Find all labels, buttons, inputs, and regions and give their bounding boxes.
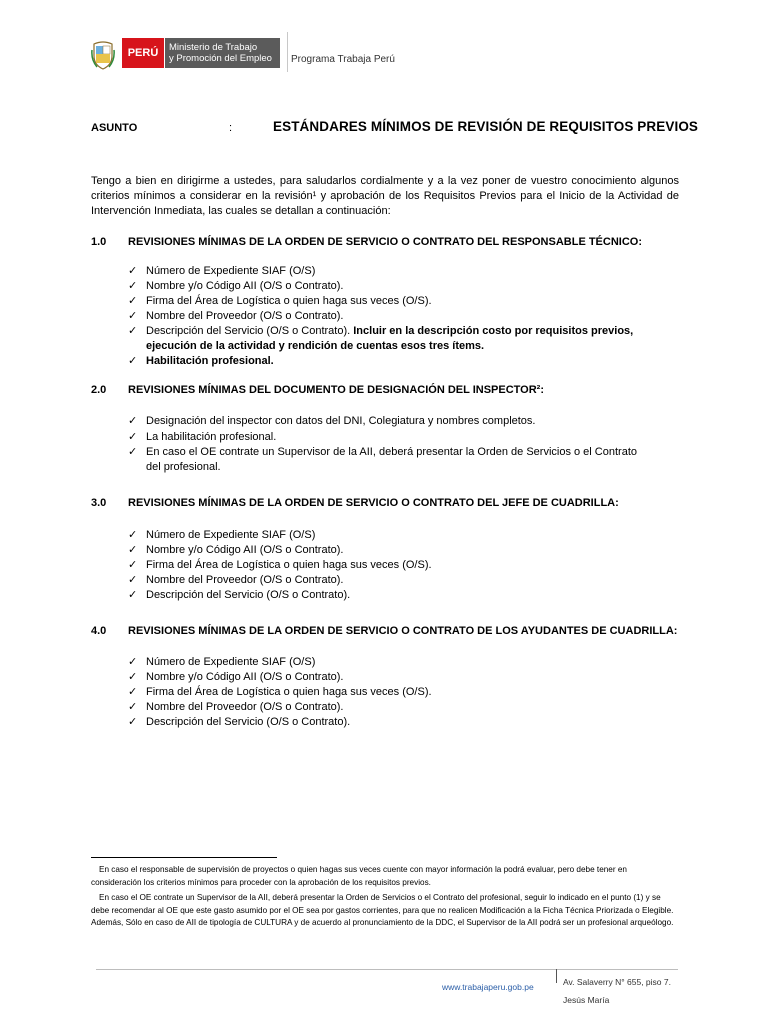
program-name: Programa Trabaja Perú — [291, 54, 395, 65]
list-item — [128, 715, 688, 731]
list-item-text: Firma del Área de Logística o quien haga sus veces (O/S). — [146, 686, 432, 698]
coat-of-arms-icon — [91, 40, 115, 70]
list-item — [128, 279, 688, 295]
check-icon: ✓ — [128, 355, 138, 367]
footnote-1: En caso el responsable de supervisión de proyectos o quien hagas sus veces cuente con mayor información la podrá evaluar, pero debe tener en consideración los criterios mínimos para proceder con la aprobación de los requisitos previos. — [91, 865, 627, 887]
section-number: 3.0 — [91, 497, 107, 509]
list-item — [128, 414, 688, 430]
list-item — [128, 294, 688, 310]
list-item-text: Número de Expediente SIAF (O/S) — [146, 529, 316, 541]
list-item — [128, 264, 688, 280]
list-item — [128, 655, 688, 671]
check-icon: ✓ — [128, 589, 138, 601]
list-item-text: Nombre del Proveedor (O/S o Contrato). — [146, 574, 344, 586]
list-item — [128, 700, 688, 716]
list-item — [128, 670, 688, 686]
section-number: 2.0 — [91, 384, 107, 396]
check-icon: ✓ — [128, 574, 138, 586]
list-item-text: Designación del inspector con datos del DNI, Colegiatura y nombres completos. — [146, 415, 536, 427]
check-icon: ✓ — [128, 310, 138, 322]
list-item — [128, 528, 688, 544]
check-icon: ✓ — [128, 295, 138, 307]
list-item-bold-text: Habilitación profesional. — [146, 355, 274, 367]
list-item-text: del profesional. — [146, 461, 221, 473]
check-icon: ✓ — [128, 431, 138, 443]
list-item — [128, 685, 688, 701]
list-item-text: Nombre y/o Código AII (O/S o Contrato). — [146, 544, 344, 556]
check-icon: ✓ — [128, 280, 138, 292]
check-icon: ✓ — [128, 559, 138, 571]
ministry-line-2: y Promoción del Empleo — [169, 53, 272, 64]
subject-label: ASUNTO — [91, 122, 138, 134]
list-item-text: En caso el OE contrate un Supervisor de la AII, deberá presentar la Orden de Servicios o el Contrato — [146, 446, 637, 458]
list-item — [128, 324, 688, 356]
list-item-text: Descripción del Servicio (O/S o Contrato). — [146, 716, 351, 728]
check-icon: ✓ — [128, 656, 138, 668]
list-item — [128, 445, 688, 477]
check-icon: ✓ — [128, 701, 138, 713]
footnote-rule — [91, 857, 277, 858]
section-title: REVISIONES MÍNIMAS DE LA ORDEN DE SERVICIO O CONTRATO DE LOS AYUDANTES DE CUADRILLA: — [128, 625, 678, 637]
list-item-text: Firma del Área de Logística o quien haga sus veces (O/S). — [146, 295, 432, 307]
list-item — [128, 309, 688, 325]
footer-divider — [556, 969, 557, 983]
section-title: REVISIONES MÍNIMAS DEL DOCUMENTO DE DESIGNACIÓN DEL INSPECTOR²: — [128, 384, 545, 396]
header-divider — [287, 32, 288, 72]
list-item-text: Número de Expediente SIAF (O/S) — [146, 265, 316, 277]
check-icon: ✓ — [128, 529, 138, 541]
list-item-text: Descripción del Servicio (O/S o Contrato). — [146, 325, 354, 337]
list-item-text: Nombre y/o Código AII (O/S o Contrato). — [146, 671, 344, 683]
list-item — [128, 573, 688, 589]
section-number: 4.0 — [91, 625, 107, 637]
ministry-logo — [165, 38, 280, 68]
check-icon: ✓ — [128, 325, 138, 337]
check-icon: ✓ — [128, 686, 138, 698]
list-item — [128, 588, 688, 604]
footer-address-line-1: Av. Salaverry N° 655, piso 7. — [563, 977, 671, 987]
ministry-line-1: Ministerio de Trabajo — [169, 42, 258, 53]
check-icon: ✓ — [128, 544, 138, 556]
list-item-text: La habilitación profesional. — [146, 431, 277, 443]
brand-country-logo: PERÚ — [122, 38, 164, 68]
footer-address-line-2: Jesús María — [563, 995, 610, 1005]
footnote-2: En caso el OE contrate un Supervisor de la AII, deberá presentar la Orden de Servicios o el Contrato del profesional, seguir lo indicado en el punto (1) y se debe recomendar al OE que este gasto asumido por el OE sea por gastos corrientes, para que no realicen Modificación a la Ficha Técnica Priorizada o Elegible. Además, Sólo en caso de AII de tipología de CULTURA y de acuerdo al pronunciamiento de la DDC, el Supervisor de la AII podrá ser un profesional arqueólogo. — [91, 893, 674, 927]
list-item — [128, 430, 688, 446]
section-title: REVISIONES MÍNIMAS DE LA ORDEN DE SERVICIO O CONTRATO DEL RESPONSABLE TÉCNICO: — [128, 236, 642, 248]
list-item — [128, 543, 688, 559]
footer-rule — [96, 969, 678, 970]
list-item-text: Número de Expediente SIAF (O/S) — [146, 656, 316, 668]
list-item-text: Firma del Área de Logística o quien haga sus veces (O/S). — [146, 559, 432, 571]
list-item-bold-text: Incluir en la descripción costo por requisitos previos, — [353, 325, 634, 337]
check-icon: ✓ — [128, 671, 138, 683]
intro-paragraph: Tengo a bien en dirigirme a ustedes, para saludarlos cordialmente y a la vez poner de vuestro conocimiento algunos criterios mínimos a considerar en la revisión¹ y aprobación de los Requisitos Previos para el Inicio de la Actividad de Intervención Inmediata, las cuales se detallan a continuación: — [91, 175, 679, 218]
section-number: 1.0 — [91, 236, 107, 248]
list-item-text: Nombre y/o Código AII (O/S o Contrato). — [146, 280, 344, 292]
footer-website-link[interactable]: www.trabajaperu.gob.pe — [442, 982, 534, 992]
list-item-bold-text: ejecución de la actividad y rendición de cuentas esos tres ítems. — [146, 340, 485, 352]
check-icon: ✓ — [128, 415, 138, 427]
check-icon: ✓ — [128, 265, 138, 277]
section-title: REVISIONES MÍNIMAS DE LA ORDEN DE SERVICIO O CONTRATO DEL JEFE DE CUADRILLA: — [128, 497, 619, 509]
check-icon: ✓ — [128, 446, 138, 458]
list-item-text: Nombre del Proveedor (O/S o Contrato). — [146, 310, 344, 322]
subject-colon: : — [229, 122, 233, 134]
list-item-text: Nombre del Proveedor (O/S o Contrato). — [146, 701, 344, 713]
check-icon: ✓ — [128, 716, 138, 728]
list-item — [128, 558, 688, 574]
list-item-text: Descripción del Servicio (O/S o Contrato). — [146, 589, 351, 601]
subject-title: ESTÁNDARES MÍNIMOS DE REVISIÓN DE REQUISITOS PREVIOS — [273, 119, 699, 134]
list-item — [128, 354, 688, 370]
list-item-text-wrap — [146, 324, 633, 339]
